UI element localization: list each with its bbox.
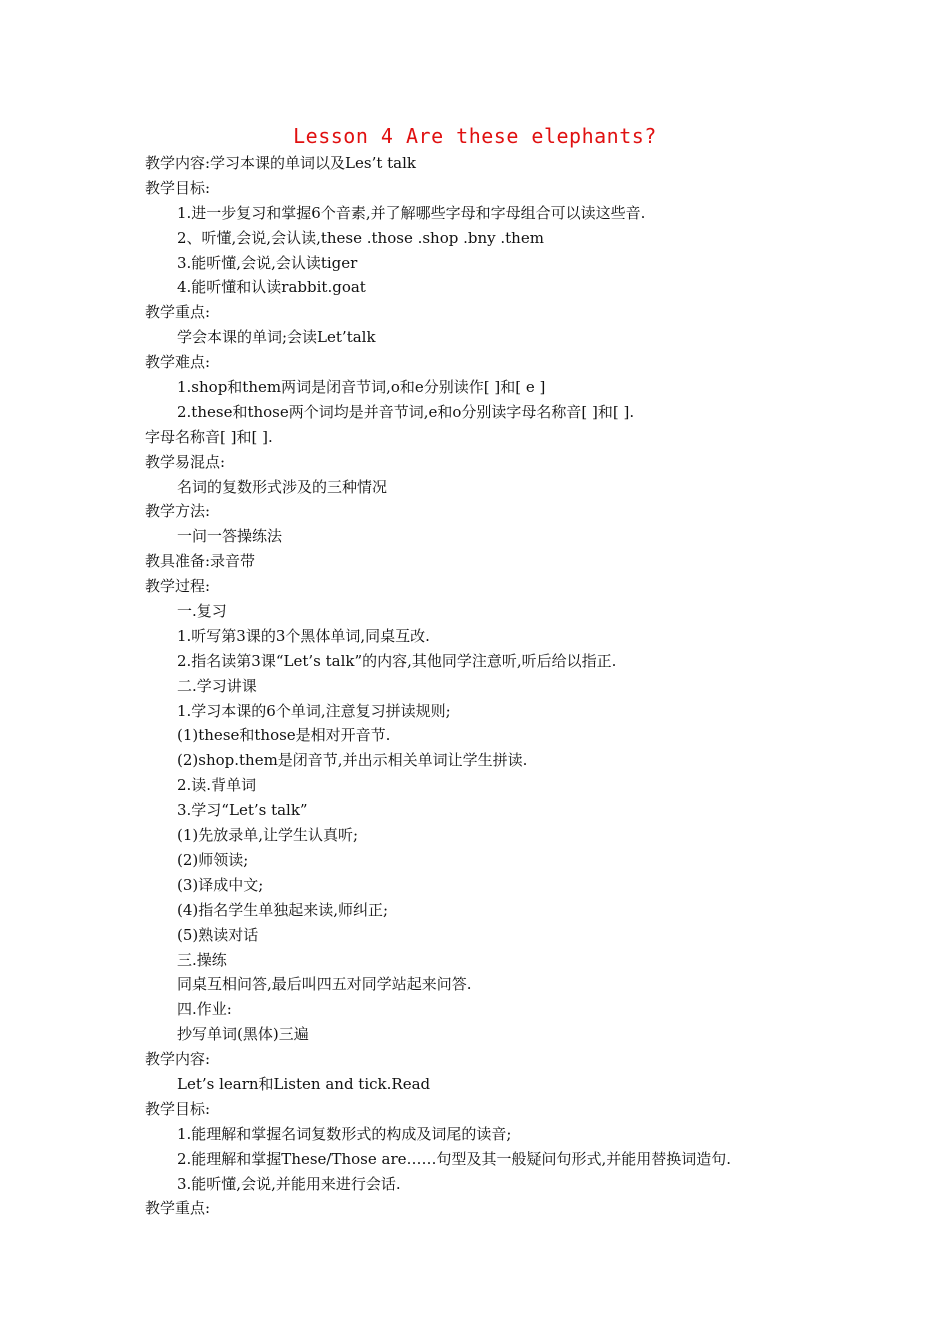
text-line: (1)先放录单,让学生认真听; [177, 826, 359, 845]
text-line: 一.复习 [177, 602, 227, 621]
text-line: 1.能理解和掌握名词复数形式的构成及词尾的读音; [177, 1124, 512, 1143]
text-line: 抄写单词(黑体)三遍 [177, 1025, 309, 1044]
text-line: 四.作业: [177, 1000, 232, 1019]
text-line: 教学易混点: [145, 452, 226, 471]
text-line: 1.进一步复习和掌握6个音素,并了解哪些字母和字母组合可以读这些音. [177, 203, 646, 222]
text-line: 教学目标: [145, 178, 211, 197]
text-line: 3.学习“Let’s talk” [177, 801, 308, 820]
text-line: (3)译成中文; [177, 875, 264, 894]
text-line: 1.学习本课的6个单词,注意复习拼读规则; [177, 701, 451, 720]
text-line: (5)熟读对话 [177, 925, 259, 944]
text-line: 2.能理解和掌握These/Those are……句型及其一般疑问句形式,并能用替换词造句. [177, 1149, 732, 1168]
text-line: 2.these和those两个词均是并音节词,e和o分别读字母名称音[ ]和[ ]. [177, 402, 635, 421]
document-body [145, 151, 825, 1221]
text-line: 1.shop和them两词是闭音节词,o和e分别读作[ ]和[ e ] [177, 378, 546, 397]
text-line: 2.读.背单词 [177, 776, 257, 795]
text-line: (2)师领读; [177, 850, 249, 869]
text-line: 3.能听懂,会说,会认读tiger [177, 253, 358, 272]
text-line: 同桌互相问答,最后叫四五对同学站起来问答. [177, 975, 472, 994]
text-line: 2.指名读第3课“Let’s talk”的内容,其他同学注意听,听后给以指正. [177, 651, 617, 670]
text-line: 一问一答操练法 [177, 527, 283, 546]
text-line: 1.听写第3课的3个黑体单词,同桌互改. [177, 626, 430, 645]
text-line: 教学过程: [145, 577, 211, 596]
text-line: 教学目标: [145, 1099, 211, 1118]
document-title: Lesson 4 Are these elephants? [293, 124, 657, 148]
text-line: (2)shop.them是闭音节,并出示相关单词让学生拼读. [177, 751, 528, 770]
text-line: 名词的复数形式涉及的三种情况 [177, 477, 388, 496]
text-line: 教学重点: [145, 303, 211, 322]
text-line: 教具准备:录音带 [145, 552, 256, 571]
text-line: 3.能听懂,会说,并能用来进行会话. [177, 1174, 401, 1193]
text-line: 学会本课的单词;会读Let’talk [177, 328, 376, 347]
text-line: 教学重点: [145, 1199, 211, 1218]
text-line: (4)指名学生单独起来读,师纠正; [177, 900, 389, 919]
text-line: 教学方法: [145, 502, 211, 521]
text-line: Let’s learn和Listen and tick.Read [177, 1074, 431, 1093]
text-line: 三.操练 [177, 950, 227, 969]
text-line: 字母名称音[ ]和[ ]. [145, 427, 273, 446]
text-line: 二.学习讲课 [177, 676, 257, 695]
text-line: 2、听懂,会说,会认读,these .those .shop .bny .them [177, 228, 544, 247]
text-line: 教学难点: [145, 353, 211, 372]
text-line: 教学内容:学习本课的单词以及Les’t talk [145, 154, 417, 172]
text-line: 4.能听懂和认读rabbit.goat [177, 278, 366, 297]
text-line: (1)these和those是相对开音节. [177, 726, 391, 745]
text-line: 教学内容: [145, 1050, 211, 1069]
